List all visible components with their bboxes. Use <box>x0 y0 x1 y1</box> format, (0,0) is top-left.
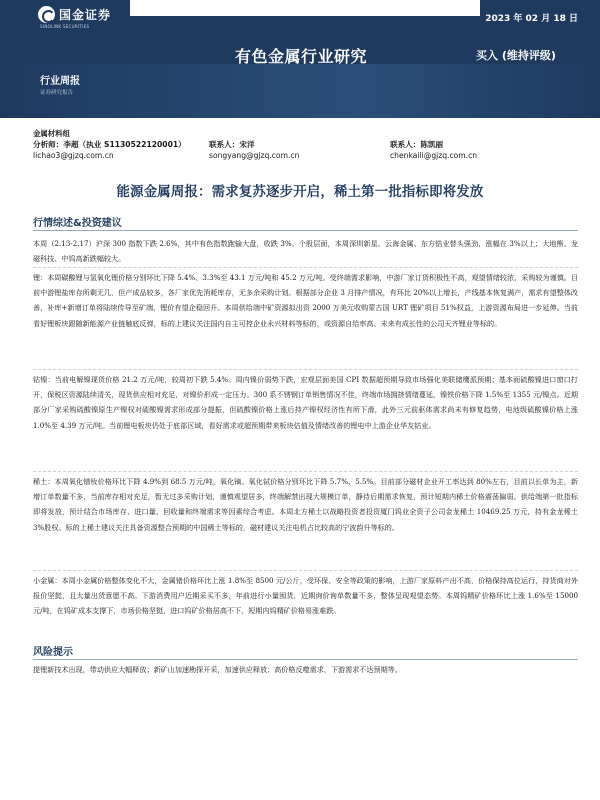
header-top-bar <box>130 0 480 16</box>
report-title: 有色金属行业研究 <box>235 47 368 66</box>
paragraph-divider <box>33 369 578 370</box>
research-group-label: 金属材料组 <box>33 129 70 138</box>
contact-email[interactable]: chenkaili@gjzq.com.cn <box>390 151 478 160</box>
section-rule <box>33 659 578 660</box>
report-date: 2023 年 02 月 18 日 <box>485 14 578 24</box>
rating-badge: 买入 (维持评级) <box>476 49 556 62</box>
section-title-risk: 风险提示 <box>33 647 73 658</box>
paragraph-lithium: 锂：本周碳酸锂与氢氧化锂价格分别环比下降 5.4%、3.3%至 43.1 万元/吨和 45.2 万元/吨。受终端需求影响，中游厂家订货积极性不高，观望情绪较浓，采购较为谨慎。目前中游锂盐库存所剩无几，但产成品较多，各厂家优先消耗库存，无多余采购计划。根据部分企业 3 月排产情况，有环比 20%以上增长，产线基本恢复满产，需求有望整体改善，补库+新增订单将陆续传导至矿端，锂价有望企稳回升。本周供给端中矿资源拟出资 2000 万美元收购蒙古国 URT 锂矿项目 51%权益，上游资源布局进一步延伸。当前看好锂板块跟随新能源产业链触底反弹，标的上建议关注国内自主可控企业永兴材料等标的，或资源自给率高、未来有成长性的公司天齐锂业等标的。 <box>33 273 578 328</box>
logo <box>38 4 111 24</box>
header-stripe <box>0 64 600 118</box>
paragraph-rare-earth: 稀土：本周氧化镨钕价格环比下降 4.9%到 68.5 万元/吨，氧化镝、氧化铽价格分别环比下降 5.7%、5.5%。目前部分磁材企业开工率达到 80%左右，目前以长单为主，新增订单数量不多，当前库存相对充足，暂无过多采购计划，谨慎观望居多，终端解禁出现大规模订单，静待后期需求恢复，预计短期内稀土价格震荡偏弱。供给端第一批指标即将发放，预计结合市场库存、进口量、回收量和终端需求等因素综合考虑。本周北方稀土以战略投资者投资厦门钨业全资子公司金龙稀土 10469.25 万元，持有金龙稀土 3%股权。标的上稀土建议关注具备资源整合预期的中国稀土等标的，磁材建议关注电机占比较高的宁波韵升等标的。 <box>33 477 578 532</box>
paragraph-minor-metals: 小金属：本周小金属价格整体变化不大，金属锗价格环比上涨 1.8%至 8500 元/公斤，受环保、安全等政策的影响，上游厂家原料产出不高，价格保持高位运行，持货商对外报价坚挺，且大量出货意愿不高。下游消费用户近期采买不多，年前进行小量囤货，近期询价询单数量不多，整体呈现观望态势。本周钨精矿价格环比上涨 1.6%至 15000 元/吨，在钨矿成本支撑下，市场价格坚挺，进口钨矿价格居高不下，短期内钨精矿价格易涨难跌。 <box>33 576 578 616</box>
paragraph-divider <box>33 471 578 472</box>
paragraph-cobalt-nickel: 钴镍：当前电解镍现货价格 21.2 万元/吨，较周初下跌 5.4%。周内镍价弱势下跌，宏观层面美国 CPI 数据超预期导致市场强化美联储鹰派预期；基本面硫酸镍进口窗口打开，保税区资源陆续清关，现货供应相对充足，对镍价形成一定压力。300 系不锈钢订单销售情况不佳，终端市场拥挤情绪蔓延，镍铁价格下降 1.5%至 1355 元/镍点。近期部分厂家采购硫酸镍原生产镍权对硫酸镍需求形成部分提振，但硫酸镍价格上涨后持产镍权经济性有所下滑，此外三元前驱体需求尚未有修复趋势，电池级硫酸镍价格上涨 1.0%至 4.39 万元/吨。当前锂电板块仍处于底部区域，看好需求或超预期带来板块估值及情绪改善的锂电中上游企业华友钴业。 <box>33 375 578 430</box>
report-type: 行业周报 <box>40 76 80 87</box>
report-headline: 能源金属周报：需求复苏逐步开启，稀土第一批指标即将发放 <box>116 185 484 200</box>
logo-subtitle: SINOLINK SECURITIES <box>40 24 90 29</box>
paragraph-market-overview: 本周（2.13-2.17）沪深 300 指数下跌 2.6%，其中有色指数跑输大盘，收跌 3%。个股层面，本周深圳新星、云海金属、东方锆业替头强劲，涨幅在 3%以上；大地熊、龙磁科技、中钨高新跌幅较大。 <box>33 239 578 264</box>
logo-text: 国金证券 <box>59 7 112 22</box>
analyst-email[interactable]: lichao3@gjzq.com.cn <box>33 151 114 160</box>
analyst-name: 分析师：李超（执业 S1130522120001） <box>33 140 186 149</box>
paragraph-divider <box>33 267 578 268</box>
paragraph-risk: 提锂新技术出现，带动供应大幅释放；新矿山加速勘探开采，加速供应释放；高价格反噬需求，下游需求不达预期等。 <box>33 665 402 674</box>
paragraph-divider <box>33 570 578 571</box>
contact-name: 联系人：陈凯丽 <box>390 140 444 149</box>
sinolink-logo-icon <box>38 6 55 23</box>
section-title-summary: 行情综述&投资建议 <box>33 218 122 229</box>
report-header-banner <box>0 0 600 118</box>
contact-email[interactable]: songyang@gjzq.com.cn <box>209 151 300 160</box>
contact-name: 联系人：宋洋 <box>209 140 255 149</box>
report-type-subtitle: 证券研究报告 <box>40 90 74 96</box>
section-rule <box>33 230 578 231</box>
